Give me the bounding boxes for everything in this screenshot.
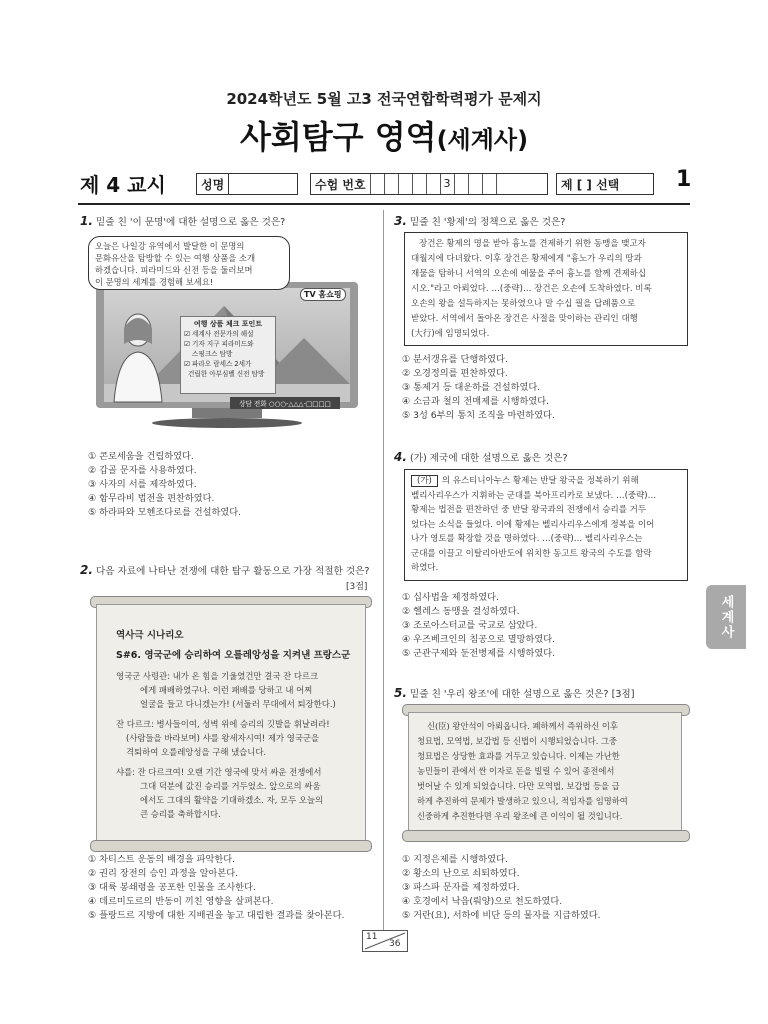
q5-choice-3[interactable]: ③ 파스파 문자를 제정하였다. (402, 882, 520, 893)
q4-choice-5[interactable]: ⑤ 군관구제와 둔전병제를 시행하였다. (402, 648, 556, 659)
q3-prompt: 3. 밑줄 친 '황제'의 정책으로 옳은 것은? (394, 214, 566, 228)
column-divider (383, 210, 384, 930)
q5-scroll-bottom-rod (402, 830, 690, 842)
q4-choice-2[interactable]: ② 헬레스 동맹을 결성하였다. (402, 606, 520, 617)
q1-choice-4[interactable]: ④ 함무라비 법전을 편찬하였다. (88, 493, 215, 504)
page-number: 1 (676, 167, 692, 192)
q5-choice-4[interactable]: ④ 호경에서 낙읍(뤄양)으로 천도하였다. (402, 896, 563, 907)
q2-choice-3[interactable]: ③ 대륙 봉쇄령을 공포한 인물을 조사한다. (88, 882, 256, 893)
q2-choice-1[interactable]: ① 차티스트 운동의 배경을 파악한다. (88, 854, 236, 865)
q1-illustration (80, 232, 370, 444)
page-total: 36 (389, 939, 401, 949)
name-label: 성명 (201, 177, 225, 192)
exam-number-digit: 3 (440, 174, 454, 194)
q4-passage-box: (가) 의 유스티니아누스 황제는 반달 왕국을 정복하기 위해 벨리사리우스가 지휘하는 군대를 북아프리카로 보냈다. …(중략)… 황제는 법전을 편찬하던 중 반달 왕국과의 전쟁에서 승리를 거두 었다는 소식을 들었다. 이에 황제는 벨리사리우스에게 정복을 이어 나가 영토를 확장할 것을 명하였다. …(중략)… 벨리사리우스는 군대를 이끌고 이탈리아반도에 위치한 동고트 왕국의 수도를 함락 하였다. (404, 469, 688, 581)
q5-choice-5[interactable]: ⑤ 거란(요), 서하에 비단 등의 물자를 지급하였다. (402, 910, 601, 921)
tv-base (152, 418, 302, 428)
page-counter (362, 930, 408, 952)
period-label: 제 4 교시 (80, 173, 166, 197)
q5-scroll: 신(臣) 왕안석이 아뢰옵니다. 폐하께서 즉위하신 이후 청묘법, 모역법, 보갑법 등 신법이 시행되었습니다. 그중 청묘법은 상당한 효과를 거두고 있습니다. 이제는 가난한 농민들이 관에서 싼 이자로 돈을 빌릴 수 있어 종전에서 벗어날 수 있게 되었습니다. 다만 모역법, 보갑법 등을 급 하게 추진하여 문제가 발생하고 있으니, 적임자를 임명하여 신중하게 추진한다면 우리 왕조에 큰 이익이 될 것입니다. (408, 712, 682, 834)
q3-choice-2[interactable]: ② 오경정의를 편찬하였다. (402, 368, 508, 379)
name-box (196, 173, 298, 195)
page-current: 11 (366, 932, 378, 942)
checklist-title: 여행 상품 체크 포인트 (193, 320, 263, 328)
exam-number-box (310, 173, 548, 195)
exam-title: 2024학년도 5월 고3 전국연합학력평가 문제지 (226, 90, 542, 108)
header-rule (78, 203, 690, 205)
tv-stand (192, 408, 262, 418)
checklist-item: ☑ 세계사 전문가의 해설 (184, 330, 254, 338)
q2-prompt: 2. 다음 자료에 나타난 전쟁에 대한 탐구 활동으로 가장 적절한 것은? (80, 563, 370, 577)
side-subject-tab: 세계사 (706, 585, 746, 649)
q1-prompt: 1. 밑줄 친 '이 문명'에 대한 설명으로 옳은 것은? (80, 214, 286, 228)
q1-choice-1[interactable]: ① 콘로세움을 건립하였다. (88, 451, 194, 462)
subject-main: 사회탐구 영역 (239, 118, 437, 156)
checklist-item: ☑ 기자 지구 피라미드와 (184, 340, 254, 348)
checklist-item: 스핑크스 탐방 (192, 350, 233, 358)
q1-choice-5[interactable]: ⑤ 하라파와 모헨조다로를 건설하였다. (88, 507, 242, 518)
tv-shopping-label: TV 홈쇼핑 (300, 288, 346, 301)
q4-tag: (가) (411, 475, 438, 487)
q4-choice-1[interactable]: ① 십사법을 제정하였다. (402, 592, 499, 603)
q3-choice-5[interactable]: ⑤ 3성 6부의 통치 조직을 마련하였다. (402, 410, 555, 421)
q2-choice-4[interactable]: ④ 데르미도르의 반동이 끼친 영향을 살펴본다. (88, 896, 274, 907)
q3-choice-1[interactable]: ① 분서갱유를 단행하였다. (402, 354, 508, 365)
q3-choice-3[interactable]: ③ 통제거 등 대운하를 건설하였다. (402, 382, 541, 393)
q5-prompt: 5. 밑줄 친 '우리 왕조'에 대한 설명으로 옳은 것은? [3점] (394, 686, 635, 700)
checklist-item: 건립한 아부심벨 신전 탐방 (188, 370, 265, 378)
q2-choice-5[interactable]: ⑤ 플랑드르 지방에 대한 지배권을 놓고 대립한 결과를 찾아본다. (88, 910, 345, 921)
phone-bar: 상담 전화 ○○○-△△△-□□□□ (230, 397, 340, 409)
q1-choice-3[interactable]: ③ 사자의 서를 제작하였다. (88, 479, 197, 490)
q2-dialogue: 영국군 사령관: 내가 온 힘을 기울였건만 결국 잔 다르크 에게 패배하였구나. 이런 패배를 당하고 내 어찌 얼굴을 들고 다니겠는가! (서둘러 무대에서 퇴장한다.) 잔 다르크: 병사들이여, 성벽 위에 승리의 깃발을 휘날려라! (사람들을 바라보며) 샤를 왕세자시여! 제가 영국군을 격퇴하여 오를레앙성을 구해 냈습니다. 샤를: 잔 다르크여! 오랜 기간 영국에 맞서 싸운 전쟁에서 그대 덕분에 값진 승리를 거두었소. 앞으로의 싸움 에서도 그대의 활약을 기대하겠소. 자, 모두 오늘의 큰 승리를 축하합시다. (116, 671, 336, 819)
q5-choice-2[interactable]: ② 황소의 난으로 쇠퇴하였다. (402, 868, 520, 879)
q4-choice-4[interactable]: ④ 우즈베크인의 침공으로 멸망하였다. (402, 634, 556, 645)
q3-choice-4[interactable]: ④ 소금과 철의 전매제를 시행하였다. (402, 396, 550, 407)
q5-choice-1[interactable]: ① 지정은제를 시행하였다. (402, 854, 508, 865)
q2-choice-2[interactable]: ② 권리 장전의 승인 과정을 알아본다. (88, 868, 239, 879)
choice-box (556, 173, 654, 195)
q2-scene: S#6. 영국군에 승리하여 오를레앙성을 지켜낸 프랑스군 (116, 650, 351, 661)
q4-choice-3[interactable]: ③ 조로아스터교를 국교로 삼았다. (402, 620, 538, 631)
subject-title (0, 112, 768, 158)
exam-number-label: 수험 번호 (315, 177, 366, 192)
q2-scroll-bottom-rod (90, 840, 372, 852)
speech-bubble: 오늘은 나일강 유역에서 발달한 이 문명의 문화유산을 탐방할 수 있는 여행 상품을 소개 하겠습니다. 피라미드와 신전 등을 둘러보며 이 문명의 세계를 경험해 보세요! (88, 236, 290, 290)
q2-points: [3점] (346, 582, 368, 592)
q1-choice-2[interactable]: ② 갑골 문자를 사용하였다. (88, 465, 197, 476)
presenter-figure (108, 308, 168, 404)
checklist-item: ☑ 파라오 람세스 2세가 (184, 360, 252, 368)
q4-prompt: 4. (가) 제국에 대한 설명으로 옳은 것은? (394, 450, 568, 464)
travel-checklist (180, 316, 276, 394)
subject-sub: (세계사) (436, 126, 529, 154)
q3-passage-box: 장건은 황제의 명을 받아 흉노를 견제하기 위한 동맹을 맺고자 대월지에 다녀왔다. 이후 장건은 황제에게 "흉노가 우리의 땅과 재물을 탐하니 서역의 오손에 예물을 주어 흉노를 함께 견제하십 시오."라고 아뢰었다. …(중략)… 장건은 오손에 도착하였다. 비록 오손의 왕을 설득하지는 못하였으나 말 수십 필을 답례품으로 받았다. 서역에서 돌아온 장건은 사절을 맞이하는 관리인 대행 (大行)에 임명되었다. (404, 232, 688, 346)
q2-scroll-title: 역사극 시나리오 (116, 630, 184, 641)
choice-label: 제 [ ] 선택 (561, 177, 620, 192)
